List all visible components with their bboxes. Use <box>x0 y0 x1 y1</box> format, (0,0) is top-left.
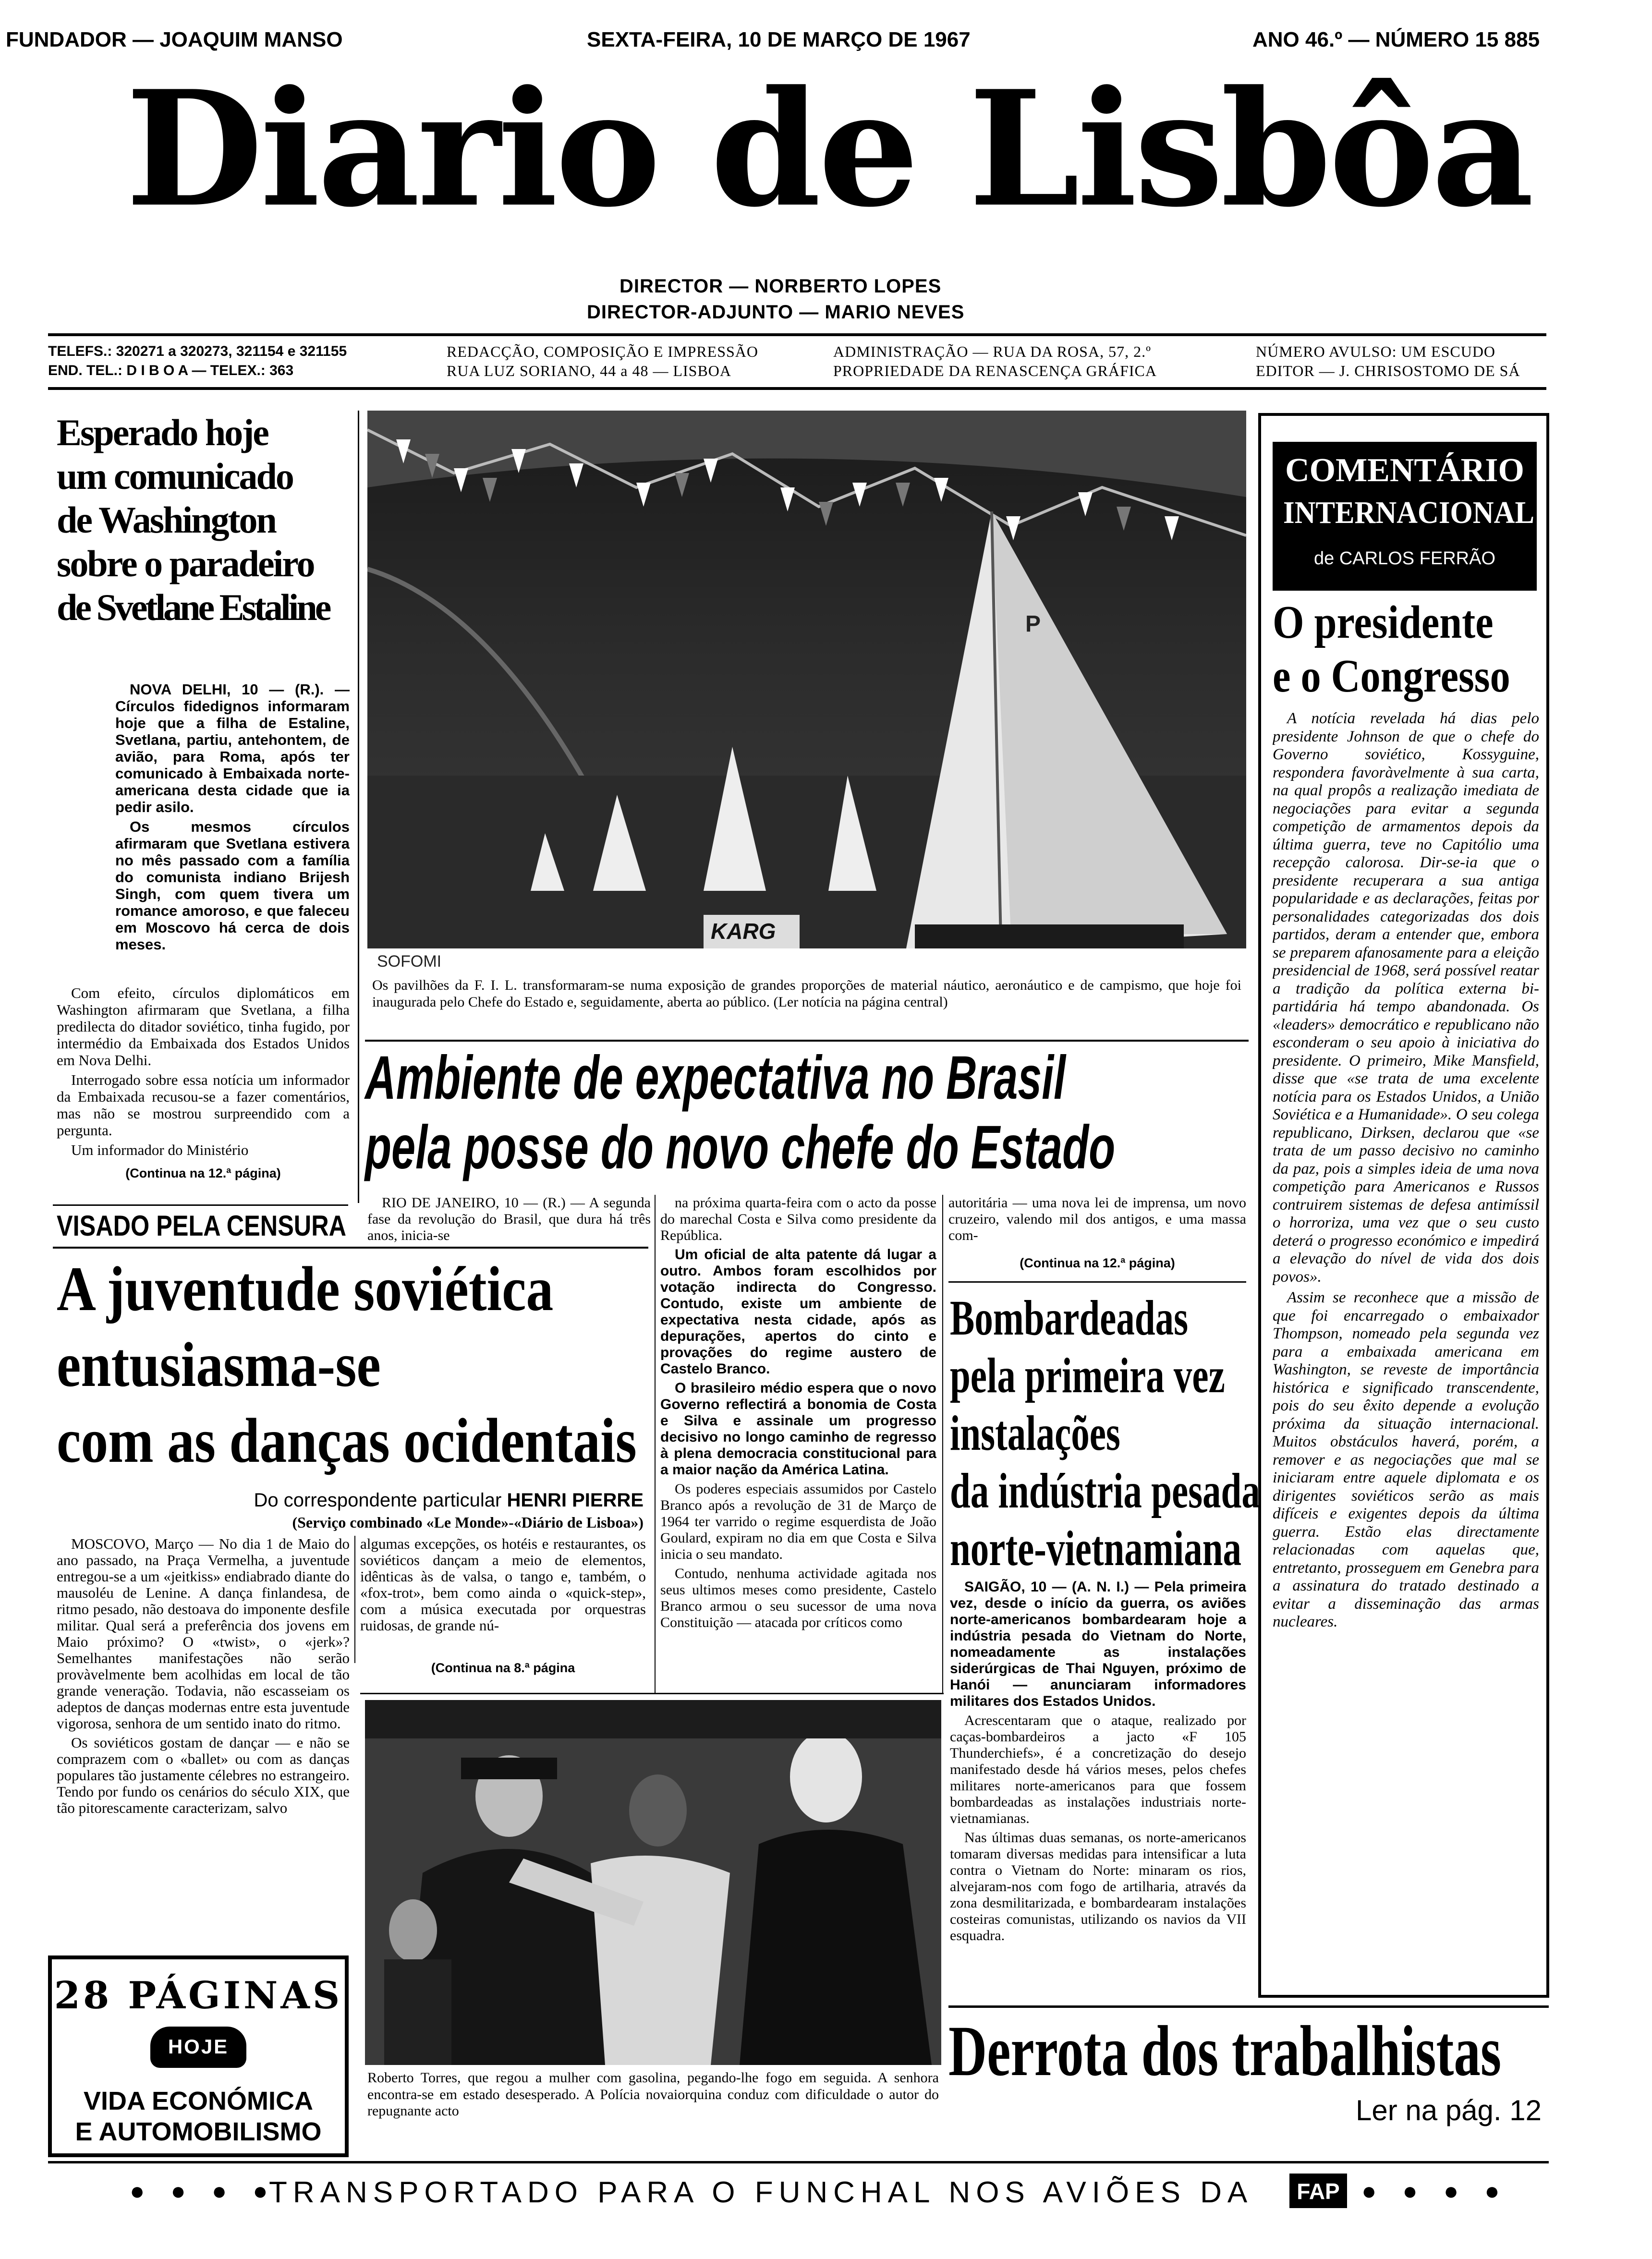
svetlana-body: Com efeito, círculos diplomáticos em Washington afirmaram que Svetlana, a filha predilecta do ditador soviético, tinha fugido, por intermédio da Embaixada dos Estados Unidos em Nova Delhi. Interrogado sobre essa notícia um informador da Embaixada recusou-se a fazer comentários, mas não se mostrou surpreendido com a pergunta. Um informador do Ministério <box>57 984 350 1157</box>
svetlana-lead: NOVA DELHI, 10 — (R.). — Círculos fidedignos informaram hoje que a filha de Estaline, Svetlana, partiu, antehontem, de avião, para Roma, após ter comunicado à Embaixada norte-americana desta cidade que ia pedir asilo. Os mesmos círculos afirmaram que Svetlana estivera no mês passado com a família do comunista indiano Brijesh Singh, com quem tivera um romance amoroso, e que faleceu em Moscovo há cerca de dois meses. <box>115 681 350 953</box>
comentario-headline: O presidente e o Congresso <box>1273 596 1510 702</box>
footer-text: TRANSPORTADO PARA O FUNCHAL NOS AVIÕES DA <box>269 2176 1253 2209</box>
juventude-byline: Do correspondente particular HENRI PIERRE <box>254 1490 644 1511</box>
comentario-box: COMENTÁRIO INTERNACIONAL de CARLOS FERRÃO <box>1273 442 1537 591</box>
juventude-headline: A juventude soviética entusiasma-se com as danças ocidentais <box>57 1253 637 1476</box>
derrota-top-rule <box>948 2005 1549 2008</box>
derrota-headline: Derrota dos trabalhistas <box>948 2011 1502 2091</box>
juventude-col1: MOSCOVO, Março — No dia 1 de Maio do ano passado, na Praça Vermelha, a juventude entregou-se a um «jeitkiss» endiabrado diante do mausoléu de Lenine. A dança finlandesa, de ritmo pesado, não destoava do imponente desfile militar. Qual será a preferência dos jovens em Maio próximo? O «twist», o «jerk»? Semelhantes manifestações não serão provàvelmente bem acolhidas em local de tão grande veneração. Todavia, não escasseiam os adeptos de danças modernas entre esta juventude vigorosa, senhora de um sentido inato do ritmo. Os soviéticos gostam de dançar — e não se comprazem com o «ballet» ou com as danças populares tão justamente célebres no estrangeiro. Tendo por fundo os cenários do século XIX, que tão pitorescamente caracterizam, salvo <box>57 1536 350 1816</box>
brasil-col3: autoritária — uma nova lei de imprensa, um novo cruzeiro, valendo mil dos antigos, e uma massa com- <box>948 1195 1246 1243</box>
police-arrest-photo-drawing <box>365 1700 941 2065</box>
comentario-body: A notícia revelada há dias pelo presidente Johnson de que o chefe do Governo soviético, Kossyguine, respondera favoràvelmente à sua carta, na qual propôs a realização imediata de negociações para evitar a segunda competição de armamentos depois da última guerra, teve no Capitólio uma recepção calorosa. Dir-se-ia que o presidente recuperara a sua antiga popularidade e as declarações, feitas por personalidades categorizadas dos dois partidos, deram a entender que, embora se preparem afanosamente para a eleição presidencial de 1968, será possível reatar a tradição da política externa bi-partidária há tempo abandonada. Os «leaders» democrático e republicano não esconderam o seu apoio à iniciativa do presidente. O primeiro, Mike Mansfield, disse que «se trata de uma excelente notícia para os Estados Unidos, a União Soviética e a Humanidade». O seu colega republicano, Dirksen, declarou que «se trata de um passo decisivo no caminho da paz, pois a simples ideia de uma nova competição para Americanos e Russos contruirem sistemas de defesa antimíssil o horroriza, uma vez que o seu custo deterá o progresso económico e impedirá a elevação do nível de vida dos dois povos». Assim se reconhece que a missão de que foi encarregado o embaixador Thompson, nomeado pela segunda vez para a embaixada americana em Washington, se reveste de importância histórica e significado transcendente, pois do seu êxito depende a evolução próxima da situação internacional. Muitos obstáculos haverá, porém, a remover e as negociações que mal se iniciaram entre aquele diplomata e os dirigentes soviéticos serão as mais difíceis e exigentes depois da última guerra. Estão elas directamente relacionadas com aquelas que, entretanto, prosseguem em Genebra para a assinatura do tratado destinado a evitar a disseminação das armas nucleares. <box>1273 710 1539 1630</box>
vietnam-headline: Bombardeadas pela primeira vez instalações da indústria pesada norte-vietnamiana <box>950 1290 1260 1576</box>
juventude-continue: (Continua na 8.ª página <box>431 1661 575 1675</box>
promo-line2: E AUTOMOBILISMO <box>75 2117 322 2146</box>
brasil-headline-1: Ambiente de expectativa no Brasil <box>365 1044 1066 1112</box>
info-administracao: ADMINISTRAÇÃO — RUA DA ROSA, 57, 2.º PROPRIEDADE DA RENASCENÇA GRÁFICA <box>833 343 1157 379</box>
brasil-col-divider-2 <box>942 1195 943 1694</box>
masthead-top-rule <box>48 333 1546 336</box>
masthead-bottom-rule <box>48 387 1546 390</box>
exhibition-photo <box>367 411 1246 970</box>
deputy-director-line: DIRECTOR-ADJUNTO — MARIO NEVES <box>587 302 965 323</box>
svetlana-headline: Esperado hoje um comunicado de Washington sobre o paradeiro de Svetlane Estaline <box>57 412 329 628</box>
date-line: SEXTA-FEIRA, 10 DE MARÇO DE 1967 <box>587 28 971 51</box>
footer-top-rule <box>48 2161 1549 2163</box>
footer-dots-left: ●●●● <box>130 2178 294 2205</box>
exhibition-photo-caption: Os pavilhões da F. I. L. transformaram-se numa exposição de grandes proporções de material náutico, aeronáutico e de campismo, que hoje foi inaugurada pelo Chefe do Estado e, seguidamente, aberta ao público. (Ler notícia na página central) <box>372 977 1241 1010</box>
juventude-col2: algumas excepções, os hotéis e restaurantes, os soviéticos dançam a meio de elementos, idênticas às de valsa, o tango e, também, o «fox-trot», bem como ainda o «quick-step», com a música executada por orquestras ruidosas, de grande nú- <box>360 1536 646 1634</box>
exhibition-photo-drawing <box>367 411 1246 970</box>
juventude-col-divider <box>354 1536 355 1663</box>
police-arrest-photo-caption: Roberto Torres, que regou a mulher com gasolina, pegando-lhe fogo em seguida. A senhora encontra-se em estado desesperado. A Polícia novaiorquina conduz com dificuldade o autor do repugnante acto <box>367 2070 939 2119</box>
brasil-continue: (Continua na 12.ª página) <box>1020 1256 1175 1270</box>
issue-line: ANO 46.º — NÚMERO 15 885 <box>1252 28 1540 51</box>
left-col-divider <box>358 411 359 1203</box>
fap-logo: FAP <box>1289 2174 1347 2208</box>
censura-bottom-rule <box>53 1247 648 1249</box>
derrota-page-ref: Ler na pág. 12 <box>1356 2094 1542 2126</box>
svg-text:P: P <box>1025 611 1041 637</box>
info-avulso: NÚMERO AVULSO: UM ESCUDO EDITOR — J. CHRISOSTOMO DE SÁ <box>1256 343 1520 379</box>
promo-box <box>48 1955 349 2157</box>
censura-label: VISADO PELA CENSURA <box>57 1210 347 1242</box>
director-line: DIRECTOR — NORBERTO LOPES <box>620 276 942 297</box>
brasil-headline-2: pela posse do novo chefe do Estado <box>365 1113 1116 1182</box>
promo-logo: HOJE <box>150 2027 246 2068</box>
photo2-top-rule <box>360 1693 944 1694</box>
promo-line1: VIDA ECONÓMICA <box>83 2087 313 2115</box>
brasil-col-divider-1 <box>655 1195 656 1694</box>
footer-banner <box>48 2171 1549 2214</box>
svg-text:KARG: KARG <box>711 919 776 944</box>
founder-line: FUNDADOR — JOAQUIM MANSO <box>6 28 343 51</box>
brasil-col3-rule <box>948 1281 1246 1283</box>
svetlana-continue: (Continua na 12.ª página) <box>125 1166 281 1180</box>
footer-dots-right: ●●●● <box>1361 2178 1526 2205</box>
brasil-col1: RIO DE JANEIRO, 10 — (R.) — A segunda fase da revolução do Brasil, que dura há três anos, inicia-se <box>367 1195 651 1243</box>
censura-top-rule <box>53 1204 348 1206</box>
info-phones: TELEFS.: 320271 a 320273, 321154 e 321155 END. TEL.: D I B O A — TELEX.: 363 <box>48 343 347 378</box>
police-arrest-photo <box>365 1700 941 2065</box>
brasil-col2: na próxima quarta-feira com o acto da posse do marechal Costa e Silva como presidente da República. Um oficial de alta patente dá lugar a outro. Ambos foram escolhidos por votação indirecta do Congresso. Contudo, existe um ambiente de expectativa nesta cidade, após as depurações, apertos do cinto e provações do regime austero de Castelo Branco. O brasileiro médio espera que o novo Governo reflectirá a bonomia de Costa e Silva e assinale um progresso decisivo no longo caminho de regresso à plena democracia constitucional para a maior nação da América Latina. Os poderes especiais assumidos por Castelo Branco após a revolução de 31 de Março de 1964 ter varrido o regime esquerdista de João Goulard, expiram no dia em que Costa e Silva inicia o seu mandato. Contudo, nenhuma actividade agitada nos seus ultimos meses como presidente, Castelo Branco armou o seu sucessor de uma nova Constituição — atacada por críticos como <box>660 1195 936 1630</box>
svg-text:SOFOMI: SOFOMI <box>377 952 442 970</box>
newspaper-title: Diario de Lisbôa <box>125 56 1531 242</box>
brasil-top-rule <box>365 1040 1249 1042</box>
info-redaccao: REDACÇÃO, COMPOSIÇÃO E IMPRESSÃO RUA LUZ SORIANO, 44 a 48 — LISBOA <box>447 343 758 379</box>
juventude-service: (Serviço combinado «Le Monde»-«Diário de Lisboa») <box>292 1514 644 1531</box>
promo-pages: 28 PÁGINAS <box>54 1974 343 2017</box>
vietnam-body: SAIGÃO, 10 — (A. N. I.) — Pela primeira vez, desde o início da guerra, os aviões norte-americanos bombardearam hoje a indústria pesada do Vietnam do Norte, nomeadamente as instalações siderúrgicas de Thai Nguyen, próximo de Hanói — anunciaram informadores militares dos Estados Unidos. Acrescentaram que o ataque, realizado por caças-bombardeiros a jacto «F 105 Thunderchiefs», é a concretização do desejo manifestado desde há vários meses, pelos chefes militares norte-americanos para que fossem bombardeadas as instalações industriais norte-vietnamianas. Nas últimas duas semanas, os norte-americanos tomaram diversas medidas para intensificar a luta contra o Vietnam do Norte: minaram os rios, alvejaram-nos com fogo de artilharia, através da zona desmilitarizada, e bombardearam instalações costeiras comunistas, utilizando os navios da VII esquadra. <box>950 1579 1246 1943</box>
